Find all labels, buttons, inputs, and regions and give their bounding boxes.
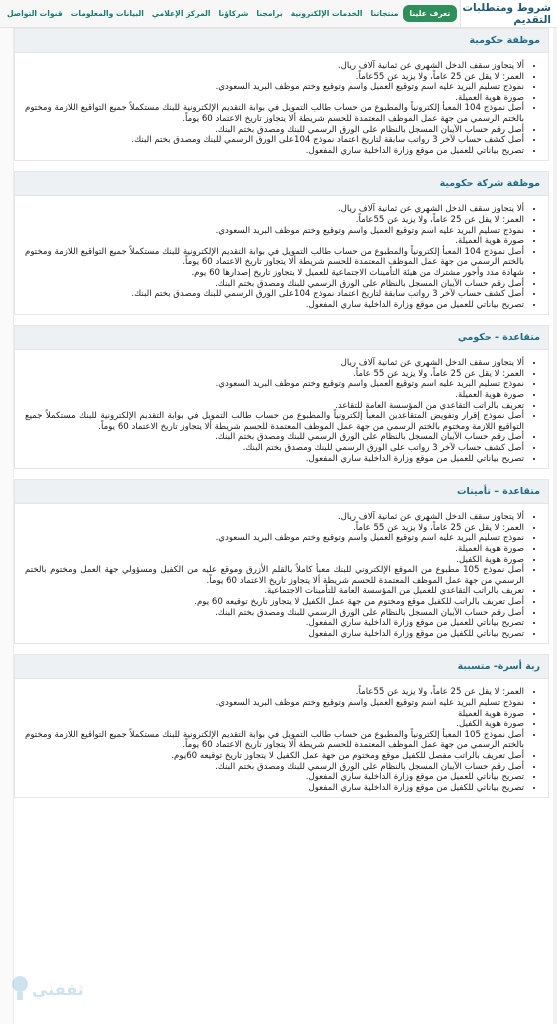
requirements-card xyxy=(14,171,549,315)
requirement-item: • أصل نموذج 104 المعبأ إلكترونياً والمطبوع من حساب طالب التمويل في بوابة التقديم الإلكترونية للبنك مستكملاً جميع التواقيع اللازمة ومختوم بالختم الرسمي من جهة عمل الموظف المعتمدة للحسم شريطة ألا يتجاوز تاريخ الاعتماد 60 يوماً. xyxy=(25,103,524,124)
requirement-item: • صورة هوية العميلة. xyxy=(25,93,524,104)
requirement-item: • تعريف بالراتب التقاعدي للعميل من المؤسسة العامة للتأمينات الاجتماعية. xyxy=(25,586,524,597)
requirements-list xyxy=(25,512,534,639)
section-title: متقاعدة - حكومي xyxy=(15,326,548,350)
site-watermark-logo xyxy=(10,970,84,1010)
scrollbar[interactable] xyxy=(553,28,557,1024)
section-body xyxy=(15,53,548,160)
nav-item[interactable]: المركز الإعلامي xyxy=(151,9,211,18)
requirement-item: • تصريح بياناتي للعميل من موقع وزارة الداخلية ساري المفعول. xyxy=(25,146,524,157)
requirement-item: • أصل رقم حساب الآيبان المسجل بالنظام على الورق الرسمي للبنك ومصدق بختم البنك. xyxy=(25,432,524,443)
requirements-list xyxy=(25,61,534,156)
left-rail xyxy=(0,28,14,1024)
requirement-item: • نموذج تسليم البريد عليه اسم وتوقيع العميل واسم وتوقيع وختم موظف البريد السعودي. xyxy=(25,82,524,93)
requirement-item: • العمر: لا يقل عن 25 عاماً، ولا يزيد عن 55 عاماً. xyxy=(25,523,524,534)
requirement-item: • صورة هوية العميلة. xyxy=(25,544,524,555)
requirement-item: • صورة هوية العميلة. xyxy=(25,236,524,247)
requirement-item: • ألا يتجاوز سقف الدخل الشهري عن ثمانية آلاف ريال xyxy=(25,358,524,369)
requirement-item: • أصل رقم حساب الآيبان المسجل بالنظام على الورق الرسمي للبنك ومصدق بختم البنك. xyxy=(25,608,524,619)
nav-item[interactable]: الخدمات الإلكترونية xyxy=(290,9,363,18)
requirement-item: • تصريح بياناتي للعميل من موقع وزارة الداخلية ساري المفعول. xyxy=(25,618,524,629)
nav-item[interactable]: منتجاتنا xyxy=(370,9,399,18)
requirement-item: • العمر: لا يقل عن 25 عاماً، ولا يزيد عن 55عاماً. xyxy=(25,72,524,83)
top-bar xyxy=(0,0,557,28)
requirement-item: • نموذج تسليم البريد عليه اسم وتوقيع العميل واسم وتوقيع وختم موظف البريد السعودي. xyxy=(25,533,524,544)
section-body xyxy=(15,679,548,797)
requirement-item: • تصريح بياناتي للعميل من موقع وزارة الداخلية ساري المفعول. xyxy=(25,300,524,311)
requirement-item: • نموذج تسليم البريد عليه اسم وتوقيع العميل واسم وتوقيع وختم موظف البريد السعودي. xyxy=(25,226,524,237)
requirement-item: • صورة هوية الكفيل. xyxy=(25,719,524,730)
requirement-item: • ألا يتجاوز سقف الدخل الشهري عن ثمانية آلاف ريال. xyxy=(25,512,524,523)
requirements-card xyxy=(14,325,549,469)
requirement-item: • أصل رقم حساب الآيبان المسجل بالنظام على الورق الرسمي للبنك ومصدق بختم البنك. xyxy=(25,279,524,290)
requirement-item: • تصريح بياناتي للكفيل من موقع وزارة الداخلية ساري المفعول xyxy=(25,629,524,640)
requirement-item: • العمر: لا يقل عن 25 عاماً، ولا يزيد عن 55 عاماً. xyxy=(25,369,524,380)
requirement-item: • أصل نموذج 104 المعبأ إلكترونياً والمطبوع من حساب طالب التمويل في بوابة التقديم الإلكترونية للبنك مستكملاً جميع التواقيع اللازمة ومختوم بالختم الرسمي من جهة عمل الموظف المعتمدة للحسم شريطة ألا يتجاوز تاريخ الاعتماد 60 يوماً. xyxy=(25,247,524,268)
section-body xyxy=(15,350,548,468)
watermark-text: ثقفني xyxy=(32,980,84,999)
requirement-item: • العمر: لا يقل عن 25 عاماً، ولا يزيد عن 55عاماً. xyxy=(25,687,524,698)
nav-item[interactable]: شركاؤنا xyxy=(218,9,249,18)
requirement-item: • ألا يتجاوز سقف الدخل الشهري عن ثمانية آلاف ريال. xyxy=(25,204,524,215)
requirement-item: • أصل كشف حساب لآخر 3 رواتب على الورق الرسمي للبنك ومصدق بختم البنك. xyxy=(25,443,524,454)
requirement-item: • تصريح بياناتي للعميل من موقع وزارة الداخلية ساري المفعول. xyxy=(25,454,524,465)
section-body xyxy=(15,504,548,643)
nav-item[interactable]: برامجنا xyxy=(256,9,283,18)
requirement-item: • أصل رقم حساب الآيبان المسجل بالنظام على الورق الرسمي للبنك ومصدق بختم البنك. xyxy=(25,125,524,136)
section-title: متقاعدة – تأمينات xyxy=(15,480,548,504)
requirement-item: • صورة هوية العميلة xyxy=(25,709,524,720)
requirements-list xyxy=(25,204,534,310)
requirements-card xyxy=(14,479,549,644)
requirement-item: • تعريف بالراتب التقاعدي من المؤسسة العامة للتقاعد. xyxy=(25,401,524,412)
requirement-item: • أصل كشف حساب لآخر 3 رواتب سابقة لتاريخ اعتماد نموذج 104على الورق الرسمي للبنك ومصدق بختم البنك. xyxy=(25,289,524,300)
requirements-card xyxy=(14,654,549,798)
requirement-item: • ألا يتجاوز سقف الدخل الشهري عن ثمانية آلاف ريال. xyxy=(25,61,524,72)
nav-item[interactable]: قنوات التواصل xyxy=(7,9,63,18)
requirement-item: • أصل تعريف بالراتب للكفيل موقع ومختوم من جهة عمل الكفيل لا يتجاوز تاريخ توقيعه 60 يوم. xyxy=(25,597,524,608)
nav-item[interactable]: البيانات والمعلومات xyxy=(70,9,144,18)
section-body xyxy=(15,196,548,314)
main-nav xyxy=(0,0,460,27)
requirements-list xyxy=(25,687,534,793)
requirement-item: • أصل كشف حساب لآخر 3 رواتب سابقة لتاريخ اعتماد نموذج 104على الورق الرسمي للبنك ومصدق بختم البنك. xyxy=(25,135,524,146)
requirements-list xyxy=(25,358,534,464)
requirement-item: • شهادة مدد وأجور مشترك من هيئة التأمينات الاجتماعية للعميل لا يتجاوز تاريخ إصدارها 60 يوم. xyxy=(25,268,524,279)
requirement-item: • أصل تعريف بالراتب مفصل للكفيل موقع ومختوم من جهة عمل الكفيل لا يتجاوز تاريخ توقيعه 60يوم. xyxy=(25,751,524,762)
requirement-item: • تصريح بياناتي للكفيل من موقع وزارة الداخلية ساري المفعول xyxy=(25,783,524,794)
section-title: ربة أسرة- متسببة xyxy=(15,655,548,679)
section-title: موظفة حكومية xyxy=(15,29,548,53)
requirement-item: • نموذج تسليم البريد عليه اسم وتوقيع العميل واسم وتوقيع وختم موظف البريد السعودي. xyxy=(25,379,524,390)
requirements-card xyxy=(14,28,549,161)
page-title: شروط ومتطلبات التقديم xyxy=(460,0,557,27)
section-title: موظفة شركة حكومية xyxy=(15,172,548,196)
requirement-item: • أصل نموذج إقرار وتفويض المتقاعدين المعبأ إلكترونياً والمطبوع من حساب طالب التمويل في بوابة التقديم الإلكترونية للبنك مستكملاً جميع التواقيع اللازمة ومختوم بالختم الرسمي من جهة عمل الموظف المعتمدة للحسم شريطة ألا يتجاوز تاريخ الاعتماد 60 يوماً. xyxy=(25,411,524,432)
requirements-content xyxy=(14,28,549,808)
nav-item[interactable]: تعرف علينا xyxy=(403,5,458,22)
requirement-item: • تصريح بياناتي للعميل من موقع وزارة الداخلية ساري المفعول. xyxy=(25,772,524,783)
requirement-item: • صورة هوية الكفيل. xyxy=(25,555,524,566)
requirement-item: • أصل رقم حساب الآيبان المسجل بالنظام على الورق الرسمي للبنك ومصدق بختم البنك. xyxy=(25,762,524,773)
requirement-item: • صورة هوية العميلة. xyxy=(25,390,524,401)
requirement-item: • أصل نموذج 105 مطبوع من الموقع الإلكتروني للبنك معبأ كاملاً بالقلم الأزرق وموقع عليه من الكفيل ومسؤولي جهة العمل ومختوم بالختم الرسمي من جهة عمل الموظف المعتمدة للحسم شريطة ألا يتجاوز تاريخ الاعتماد 60 يوماً. xyxy=(25,565,524,586)
requirement-item: • نموذج تسليم البريد عليه اسم وتوقيع العميل واسم وتوقيع وختم موظف البريد السعودي. xyxy=(25,698,524,709)
requirement-item: • العمر: لا يقل عن 25 عاماً، ولا يزيد عن 55عاماً. xyxy=(25,215,524,226)
requirement-item: • أصل نموذج 105 المعبأ إلكترونياً والمطبوع من حساب طالب التمويل في بوابة التقديم الإلكترونية للبنك مستكملاً جميع التواقيع اللازمة ومختوم بالختم الرسمي من جهة عمل الموظف المعتمدة للحسم شريطة ألا يتجاوز تاريخ الاعتماد 60 يوماً. xyxy=(25,730,524,751)
